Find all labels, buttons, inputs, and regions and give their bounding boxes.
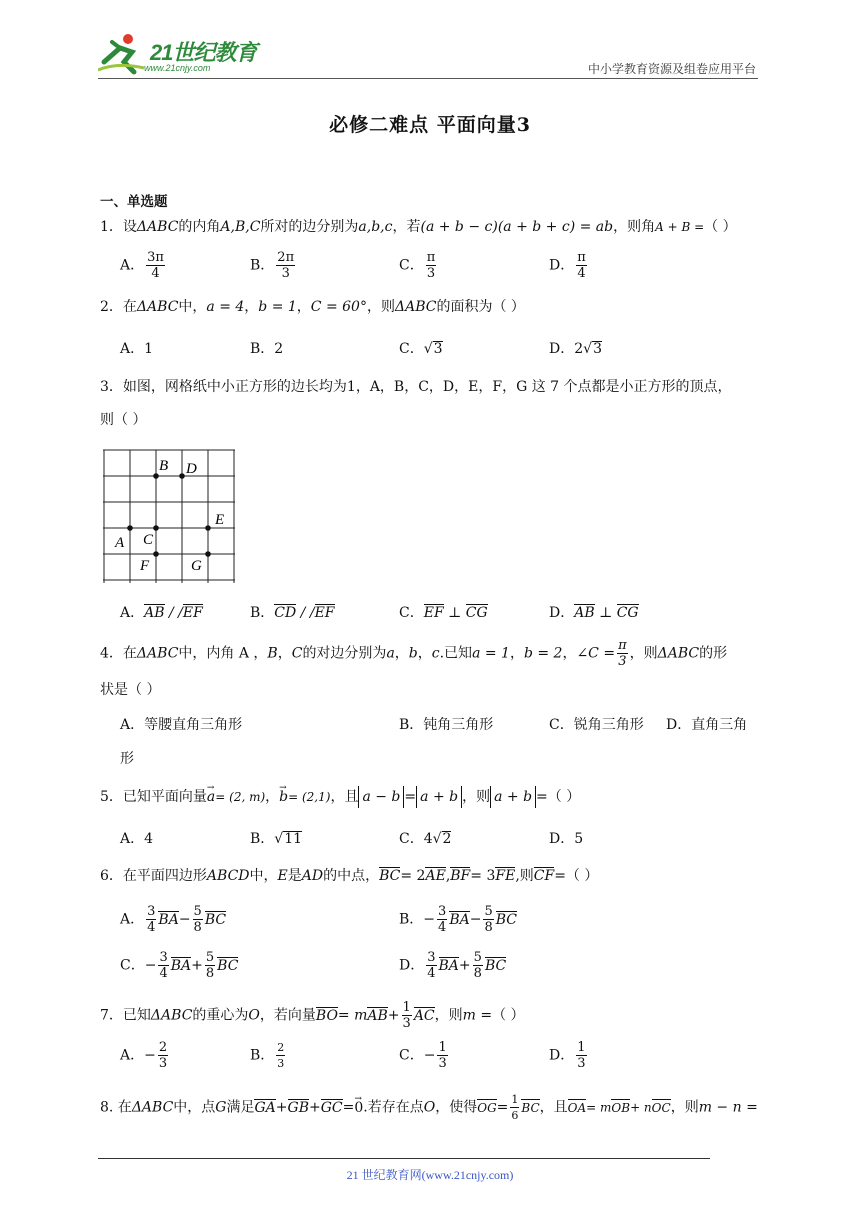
question-5: 5．已知平面向量→ a= (2, m)，→ b= (2,1)，且 a − b = a + b ，则 a + b =（ ）	[100, 786, 580, 808]
question-2: 2．在ΔABC中，a = 4，b = 1，C = 60°，则ΔABC的面积为（ ）	[100, 299, 525, 315]
q5-option-d[interactable]: D．5	[549, 831, 584, 847]
question-4-line1: 4．在ΔABC中，内角 A ，B，C的对边分别为a，b，c.已知a = 1，b = 2，∠C = $\frac{\pi}{3}$ ，则ΔABC的形	[100, 638, 728, 669]
q3-option-c[interactable]: C．EF ⊥ CG	[399, 605, 488, 621]
q6-option-b[interactable]: B．− $\frac{3}{4}$ BA− $\frac{5}{8}$ BC	[399, 904, 517, 935]
footer-text[interactable]: 21 世纪教育网(www.21cnjy.com)	[346, 1168, 514, 1182]
q1-option-d[interactable]: D． $\frac{\pi}{4}$	[549, 250, 586, 281]
question-3-line1: 3．如图，网格纸中小正方形的边长均为1，A，B，C，D，E，F，G 这 7 个点都是小正方形的顶点，	[100, 379, 732, 395]
logo-url: www.21cnjy.com	[144, 63, 211, 73]
question-7: 7．已知ΔABC的重心为O，若向量BO= mAB+ $\frac{1}{3}$ AC，则m =（ ）	[100, 1000, 525, 1031]
runner-icon	[98, 32, 148, 76]
q4-option-d-wrap: 形	[120, 751, 134, 767]
label-a: A	[115, 535, 125, 551]
q6-option-d[interactable]: D． $\frac{3}{4}$ BA+ $\frac{5}{8}$ BC	[399, 950, 507, 981]
q7-option-a[interactable]: A．− $\frac{2}{3}$	[120, 1040, 168, 1071]
q2-option-c[interactable]: C．√3	[399, 341, 443, 357]
question-1: 1．设ΔABC的内角A,B,C所对的边分别为a,b,c，若(a + b − c)(a + b + c) = ab，则角A + B =（ ）	[100, 219, 737, 235]
label-g: G	[191, 558, 202, 574]
question-8: 8. 在ΔABC中，点G满足GA+GB+GC=→ 0.若存在点O，使得OG= $\frac{1}{6}$ BC，且OA= mOB+ nOC，则m − n =	[100, 1092, 758, 1123]
q7-option-b[interactable]: B． $\frac{2}{3}$	[250, 1041, 285, 1070]
q3-option-b[interactable]: B．CD / /EF	[250, 605, 335, 621]
label-c: C	[143, 532, 154, 548]
point-b	[153, 473, 159, 479]
q7-option-d[interactable]: D． $\frac{1}{3}$	[549, 1040, 586, 1071]
grid-figure	[103, 449, 237, 585]
q4-option-a[interactable]: A．等腰直角三角形	[120, 717, 243, 733]
site-logo	[98, 32, 268, 76]
q7-option-c[interactable]: C．− $\frac{1}{3}$	[399, 1040, 447, 1071]
q5-option-a[interactable]: A．4	[120, 831, 154, 847]
q1-option-b[interactable]: B． $\frac{2\pi}{3}$	[250, 250, 295, 281]
point-a	[127, 525, 133, 531]
q3-option-a[interactable]: A．AB / /EF	[120, 605, 203, 621]
point-e	[205, 525, 211, 531]
q6-option-c[interactable]: C．− $\frac{3}{4}$ BA+ $\frac{5}{8}$ BC	[120, 950, 239, 981]
q5-option-c[interactable]: C．4√2	[399, 831, 452, 847]
q2-option-b[interactable]: B．2	[250, 341, 284, 357]
page-header	[98, 30, 758, 79]
q6-option-a[interactable]: A． $\frac{3}{4}$ BA− $\frac{5}{8}$ BC	[120, 904, 227, 935]
q2-option-a[interactable]: A．1	[120, 341, 154, 357]
label-e: E	[215, 512, 225, 528]
section-heading: 一、单选题	[100, 194, 168, 210]
point-c	[153, 525, 159, 531]
point-g	[205, 551, 211, 557]
label-b: B	[159, 458, 169, 474]
point-d	[179, 473, 185, 479]
q4-option-c[interactable]: C．锐角三角形	[549, 717, 644, 733]
q1-option-a[interactable]: A． $\frac{3\pi}{4}$	[120, 250, 164, 281]
q5-option-b[interactable]: B．√11	[250, 831, 303, 847]
question-4-line2: 状是（ ）	[100, 682, 161, 698]
q2-option-d[interactable]: D．2√3	[549, 341, 602, 357]
logo-text: 21世纪教育	[150, 40, 257, 65]
label-f: F	[140, 558, 150, 574]
point-f	[153, 551, 159, 557]
question-3-line2: 则（ ）	[100, 412, 147, 428]
q4-option-b[interactable]: B．钝角三角形	[399, 717, 494, 733]
page-title: 必修二难点 平面向量3	[329, 114, 531, 136]
q3-option-d[interactable]: D．AB ⊥ CG	[549, 605, 639, 621]
header-platform-text: 中小学教育资源及组卷应用平台	[587, 62, 756, 76]
question-6: 6．在平面四边形ABCD中，E是AD的中点，BC= 2AE,BF= 3FE,则CF=（ ）	[100, 868, 599, 884]
q1-option-c[interactable]: C． $\frac{\pi}{3}$	[399, 250, 436, 281]
q4-option-d[interactable]: D．直角三角	[666, 717, 748, 733]
label-d: D	[186, 461, 197, 477]
footer-rule	[98, 1158, 710, 1159]
